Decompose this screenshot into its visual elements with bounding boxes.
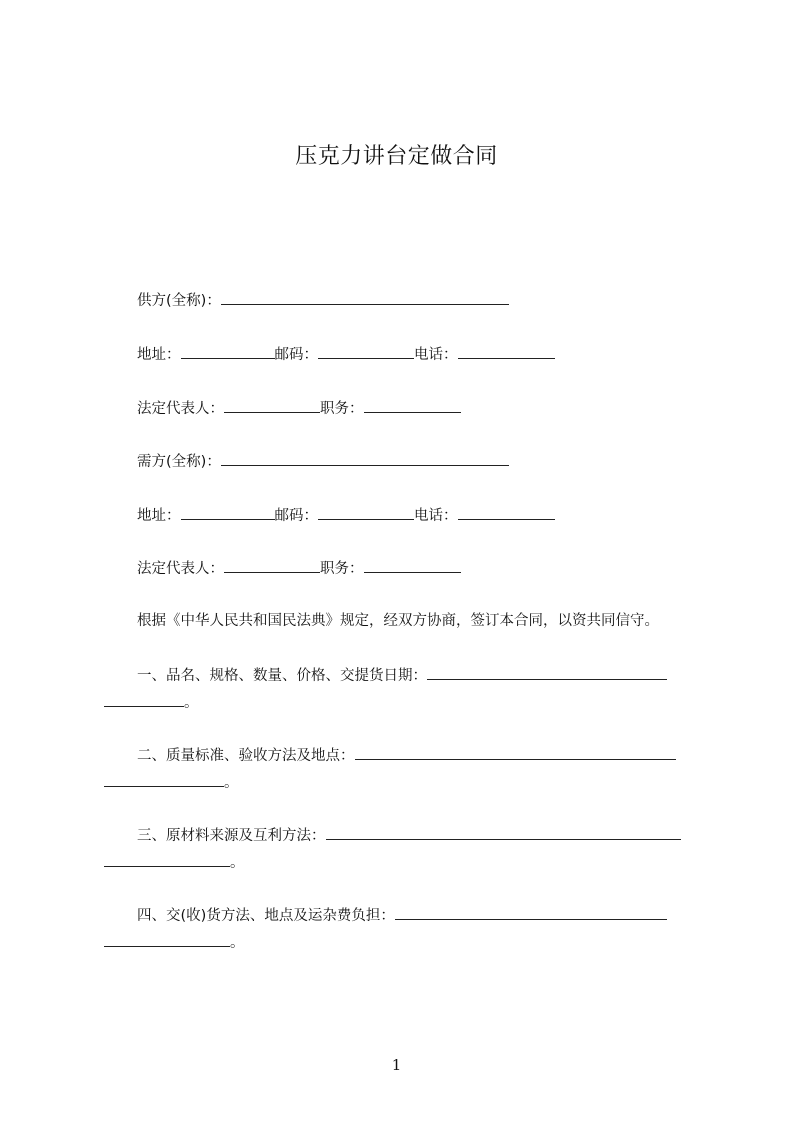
- buyer-position-field[interactable]: [364, 558, 461, 573]
- supplier-phone-field[interactable]: [458, 344, 555, 359]
- clause-2-line-2: [104, 772, 239, 793]
- clause-4-label: 四、交(收)货方法、地点及运杂费负担：: [137, 908, 395, 924]
- page-number: 1: [391, 1056, 402, 1074]
- buyer-phone-field[interactable]: [458, 505, 555, 520]
- supplier-rep-line: [137, 398, 461, 419]
- buyer-position-label: 职务：: [320, 561, 364, 577]
- clause-4-field-cont[interactable]: [104, 932, 230, 947]
- clause-1-end: 。: [184, 695, 199, 711]
- clause-3-line-1: [137, 825, 681, 846]
- buyer-phone-label: 电话：: [414, 508, 458, 524]
- document-title: 压克力讲台定做合同: [295, 144, 498, 169]
- clause-3-line-2: [104, 852, 245, 873]
- buyer-name-line: [137, 451, 509, 472]
- supplier-legal-rep-label: 法定代表人：: [137, 401, 224, 417]
- clause-3-label: 三、原材料来源及互利方法：: [137, 828, 326, 844]
- clause-4-end: 。: [230, 935, 245, 951]
- clause-4-field[interactable]: [395, 905, 667, 920]
- clause-1-field-cont[interactable]: [104, 692, 184, 707]
- buyer-name-label: 需方(全称)：: [137, 454, 221, 470]
- clause-2-field[interactable]: [355, 745, 676, 760]
- clause-3-field-cont[interactable]: [104, 852, 230, 867]
- supplier-postcode-field[interactable]: [318, 344, 414, 359]
- clause-3-field[interactable]: [326, 825, 681, 840]
- clause-1-line-1: [137, 665, 667, 686]
- supplier-phone-label: 电话：: [414, 347, 458, 363]
- clause-1-line-2: [104, 692, 199, 713]
- supplier-postcode-label: 邮码：: [274, 347, 318, 363]
- supplier-position-label: 职务：: [320, 401, 364, 417]
- clause-2-field-cont[interactable]: [104, 772, 224, 787]
- preamble: 根据《中华人民共和国民法典》规定，经双方协商，签订本合同，以资共同信守。: [137, 613, 659, 629]
- supplier-name-label: 供方(全称)：: [137, 293, 221, 309]
- clause-2-line-1: [137, 745, 676, 766]
- clause-1-field[interactable]: [427, 665, 667, 680]
- buyer-address-field[interactable]: [181, 505, 275, 520]
- buyer-contact-line: [137, 505, 555, 526]
- supplier-address-label: 地址：: [137, 347, 181, 363]
- supplier-contact-line: [137, 344, 555, 365]
- clause-3-end: 。: [230, 855, 245, 871]
- clause-1-label: 一、品名、规格、数量、价格、交提货日期：: [137, 668, 427, 684]
- buyer-address-label: 地址：: [137, 508, 181, 524]
- supplier-legal-rep-field[interactable]: [224, 398, 320, 413]
- clause-2-end: 。: [224, 775, 239, 791]
- supplier-address-field[interactable]: [181, 344, 275, 359]
- supplier-name-line: [137, 290, 509, 311]
- supplier-position-field[interactable]: [364, 398, 461, 413]
- clause-2-label: 二、质量标准、验收方法及地点：: [137, 748, 355, 764]
- buyer-legal-rep-label: 法定代表人：: [137, 561, 224, 577]
- supplier-name-field[interactable]: [221, 290, 509, 305]
- buyer-rep-line: [137, 558, 461, 579]
- clause-4-line-1: [137, 905, 667, 926]
- buyer-name-field[interactable]: [221, 451, 509, 466]
- buyer-postcode-field[interactable]: [318, 505, 414, 520]
- buyer-legal-rep-field[interactable]: [224, 558, 320, 573]
- clause-4-line-2: [104, 932, 245, 953]
- buyer-postcode-label: 邮码：: [274, 508, 318, 524]
